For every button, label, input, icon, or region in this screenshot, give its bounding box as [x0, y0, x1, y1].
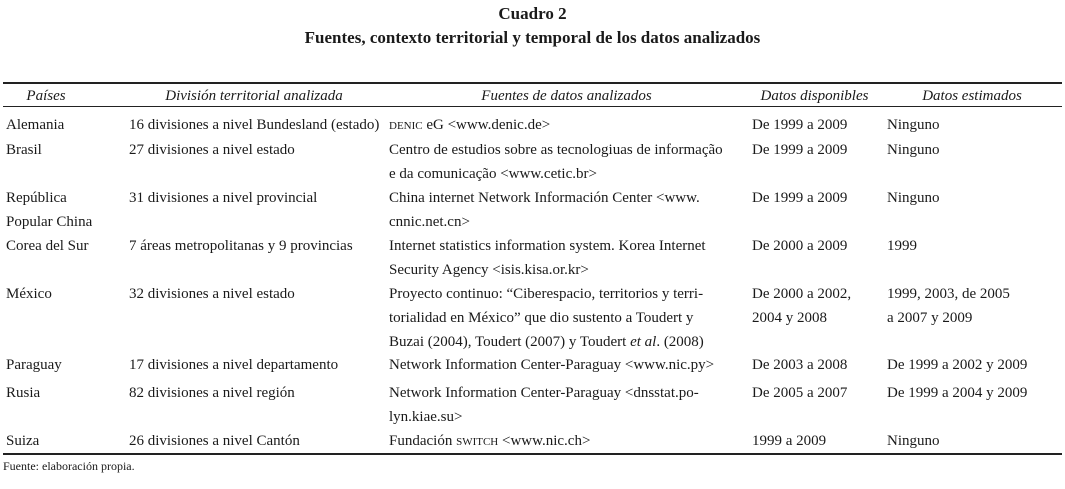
source-text: <www.nic.ch>: [498, 433, 591, 449]
source-cell: [389, 138, 723, 186]
footnote: Fuente: elaboración propia.: [3, 459, 135, 473]
bottom-rule: [3, 453, 1062, 455]
estimated-cell: De 1999 a 2004 y 2009: [887, 385, 1028, 401]
division-cell: 7 áreas metropolitanas y 9 provincias: [129, 238, 353, 254]
country-cell: Brasil: [6, 142, 42, 158]
estimated-cell: Ninguno: [887, 117, 940, 133]
country-cell: Suiza: [6, 433, 40, 449]
division-cell: 32 divisiones a nivel estado: [129, 286, 295, 302]
country-cell: México: [6, 286, 52, 302]
table-title: Fuentes, contexto territorial y temporal de los datos analizados: [304, 28, 761, 47]
source-text: Centro de estudios sobre as tecnologiuas de informação e da comunicação <www.cetic.br>: [389, 142, 723, 182]
source-cell: [389, 381, 699, 429]
available-cell: De 1999 a 2009: [752, 117, 848, 133]
source-text: et al: [630, 334, 657, 350]
country-cell: República Popular China: [6, 190, 93, 230]
source-text: Proyecto continuo: “Ciberespacio, territorios y terri- torialidad en México” que dio sustento a Toudert y Buzai (2004), Toudert (2007) y Toudert: [389, 286, 704, 350]
estimated-cell: 1999, 2003, de 2005 a 2007 y 2009: [887, 286, 1010, 326]
source-text: Fundación: [389, 433, 457, 449]
division-cell: 27 divisiones a nivel estado: [129, 142, 295, 158]
country-cell: Rusia: [6, 385, 41, 401]
source-cell: [389, 429, 590, 453]
estimated-cell: Ninguno: [887, 190, 940, 206]
division-cell: 82 divisiones a nivel región: [129, 385, 295, 401]
division-cell: 16 divisiones a nivel Bundesland (estado): [129, 117, 380, 133]
country-cell: Paraguay: [6, 357, 62, 373]
source-text: Network Information Center-Paraguay <dnsstat.po- lyn.kiae.su>: [389, 385, 699, 425]
available-cell: De 2000 a 2002, 2004 y 2008: [752, 286, 852, 326]
source-text: China internet Network Información Center <www. cnnic.net.cn>: [389, 190, 700, 230]
estimated-cell: Ninguno: [887, 433, 940, 449]
header-division: División territorial analizada: [165, 88, 343, 104]
source-text: eG <www.denic.de>: [422, 117, 551, 133]
source-cell: [389, 282, 704, 354]
country-cell: Alemania: [6, 117, 65, 133]
header-fuentes: Fuentes de datos analizados: [481, 88, 652, 104]
header-paises: Países: [26, 88, 66, 104]
header-disponibles: Datos disponibles: [760, 88, 869, 104]
source-text: . (2008): [656, 334, 704, 350]
estimated-cell: De 1999 a 2002 y 2009: [887, 357, 1028, 373]
available-cell: De 2005 a 2007: [752, 385, 848, 401]
source-text: denic: [389, 117, 423, 133]
source-text: Internet statistics information system. Korea Internet Security Agency <isis.kisa.or.kr>: [389, 238, 706, 278]
source-cell: [389, 234, 706, 282]
source-text: switch: [456, 433, 499, 449]
available-cell: De 1999 a 2009: [752, 142, 848, 158]
source-cell: [389, 353, 714, 377]
available-cell: 1999 a 2009: [752, 433, 827, 449]
header-estimados: Datos estimados: [922, 88, 1022, 104]
available-cell: De 2000 a 2009: [752, 238, 848, 254]
header-rule: [3, 106, 1062, 107]
estimated-cell: 1999: [887, 238, 917, 254]
division-cell: 17 divisiones a nivel departamento: [129, 357, 339, 373]
estimated-cell: Ninguno: [887, 142, 940, 158]
available-cell: De 2003 a 2008: [752, 357, 848, 373]
source-text: Network Information Center-Paraguay <www.nic.py>: [389, 357, 715, 373]
table-number: Cuadro 2: [498, 4, 567, 23]
division-cell: 31 divisiones a nivel provincial: [129, 190, 318, 206]
available-cell: De 1999 a 2009: [752, 190, 848, 206]
division-cell: 26 divisiones a nivel Cantón: [129, 433, 300, 449]
country-cell: Corea del Sur: [6, 238, 89, 254]
source-cell: [389, 186, 700, 234]
source-cell: [389, 113, 550, 137]
